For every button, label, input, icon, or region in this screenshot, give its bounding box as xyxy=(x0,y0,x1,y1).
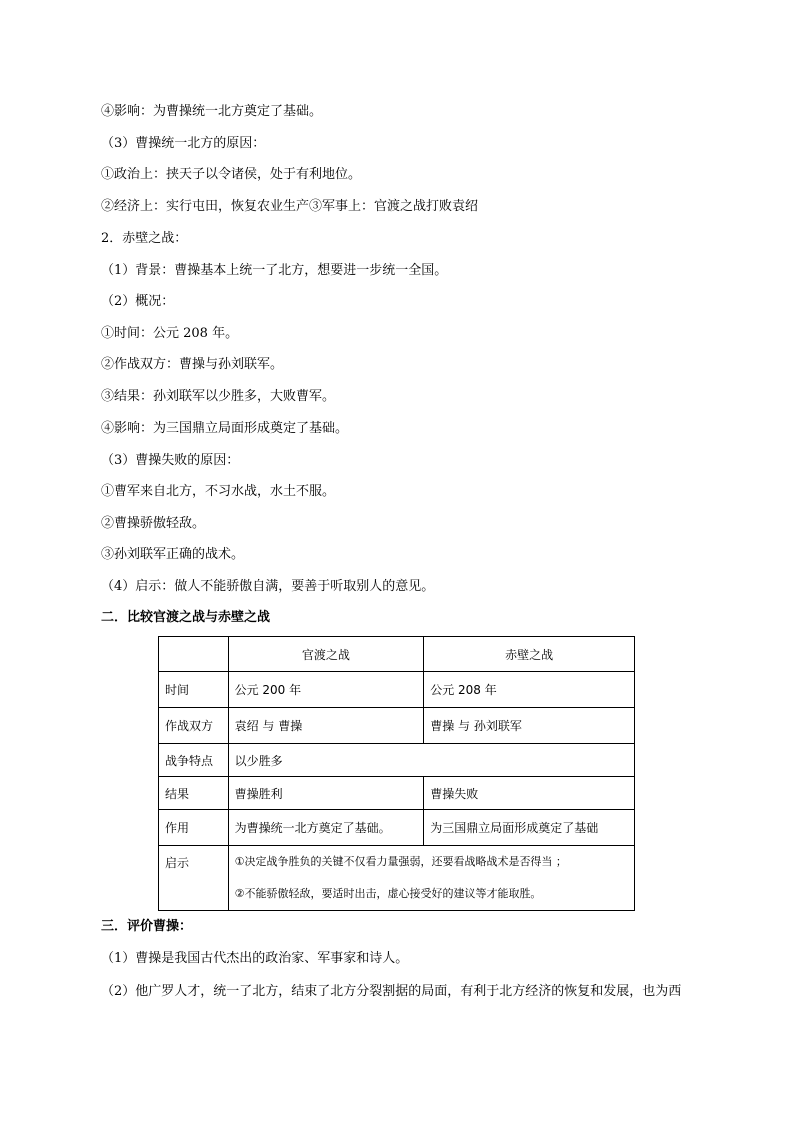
lesson-line: ①决定战争胜负的关键不仅看力量强弱，还要看战略战术是否得当 ； xyxy=(234,855,567,868)
text-line: ④影响：为曹操统一北方奠定了基础。 xyxy=(101,104,323,119)
text-line: （2）他广罗人才，统一了北方，结束了北方分裂割据的局面，有利于北方经济的恢复和发展，也为西 xyxy=(101,984,682,999)
text-line: ①政治上：挟天子以令诸侯，处于有利地位。 xyxy=(101,167,362,182)
text-line: ④影响：为三国鼎立局面形成奠定了基础。 xyxy=(101,421,349,436)
text-line: ③孙刘联军正确的战术。 xyxy=(101,547,245,562)
text-line: ①时间：公元 208 年。 xyxy=(101,326,239,341)
table-cell: 曹操胜利 xyxy=(228,777,424,810)
table-cell: 时间 xyxy=(159,672,229,708)
text-line: ②作战双方：曹操与孙刘联军。 xyxy=(101,357,284,372)
text-line: ②经济上：实行屯田，恢复农业生产③军事上：官渡之战打败袁绍 xyxy=(101,199,479,214)
table-header-chibi: 赤壁之战 xyxy=(424,637,635,672)
table-cell: 战争特点 xyxy=(159,744,229,777)
text-line: （4）启示：做人不能骄傲自满，要善于听取别人的意见。 xyxy=(101,579,435,594)
table-cell: 曹操失败 xyxy=(424,777,635,810)
table-cell: 为曹操统一北方奠定了基础。 xyxy=(228,810,424,846)
text-line: ③结果：孙刘联军以少胜多，大败曹军。 xyxy=(101,389,336,404)
section-heading: 二．比较官渡之战与赤壁之战 xyxy=(101,610,271,625)
text-line: ②曹操骄傲轻敌。 xyxy=(101,516,206,531)
lesson-line: ②不能骄傲轻敌，要适时出击，虚心接受好的建议等才能取胜。 xyxy=(234,887,542,900)
table-cell: 曹操 与 孙刘联军 xyxy=(424,708,635,744)
text-line: （3）曹操统一北方的原因： xyxy=(101,136,266,151)
text-line: ①曹军来自北方，不习水战，水土不服。 xyxy=(101,484,336,499)
text-line: （1）曹操是我国古代杰出的政治家、军事家和诗人。 xyxy=(101,951,409,966)
table-row xyxy=(159,708,635,744)
table-cell: 结果 xyxy=(159,777,229,810)
text-line: （3）曹操失败的原因： xyxy=(101,453,240,468)
table-cell: 作用 xyxy=(159,810,229,846)
text-line: （1）背景：曹操基本上统一了北方，想要进一步统一全国。 xyxy=(101,263,448,278)
table-cell: 为三国鼎立局面形成奠定了基础 xyxy=(424,810,635,846)
table-row xyxy=(159,810,635,846)
table-row xyxy=(159,744,635,777)
section-heading: 三．评价曹操： xyxy=(101,919,193,934)
table-cell-lesson xyxy=(228,846,634,911)
table-row xyxy=(159,846,635,911)
text-line: 2．赤壁之战： xyxy=(101,231,188,246)
table-cell xyxy=(159,637,229,672)
table-row xyxy=(159,672,635,708)
comparison-table xyxy=(158,636,635,911)
text-line: （2）概况： xyxy=(101,294,175,309)
table-cell: 公元 200 年 xyxy=(228,672,424,708)
table-header-guandu: 官渡之战 xyxy=(228,637,424,672)
table-cell: 作战双方 xyxy=(159,708,229,744)
table-row xyxy=(159,777,635,810)
table-row xyxy=(159,637,635,672)
table-cell: 袁绍 与 曹操 xyxy=(228,708,424,744)
table-cell: 以少胜多 xyxy=(228,744,634,777)
table-cell: 公元 208 年 xyxy=(424,672,635,708)
table-cell: 启示 xyxy=(159,846,229,911)
